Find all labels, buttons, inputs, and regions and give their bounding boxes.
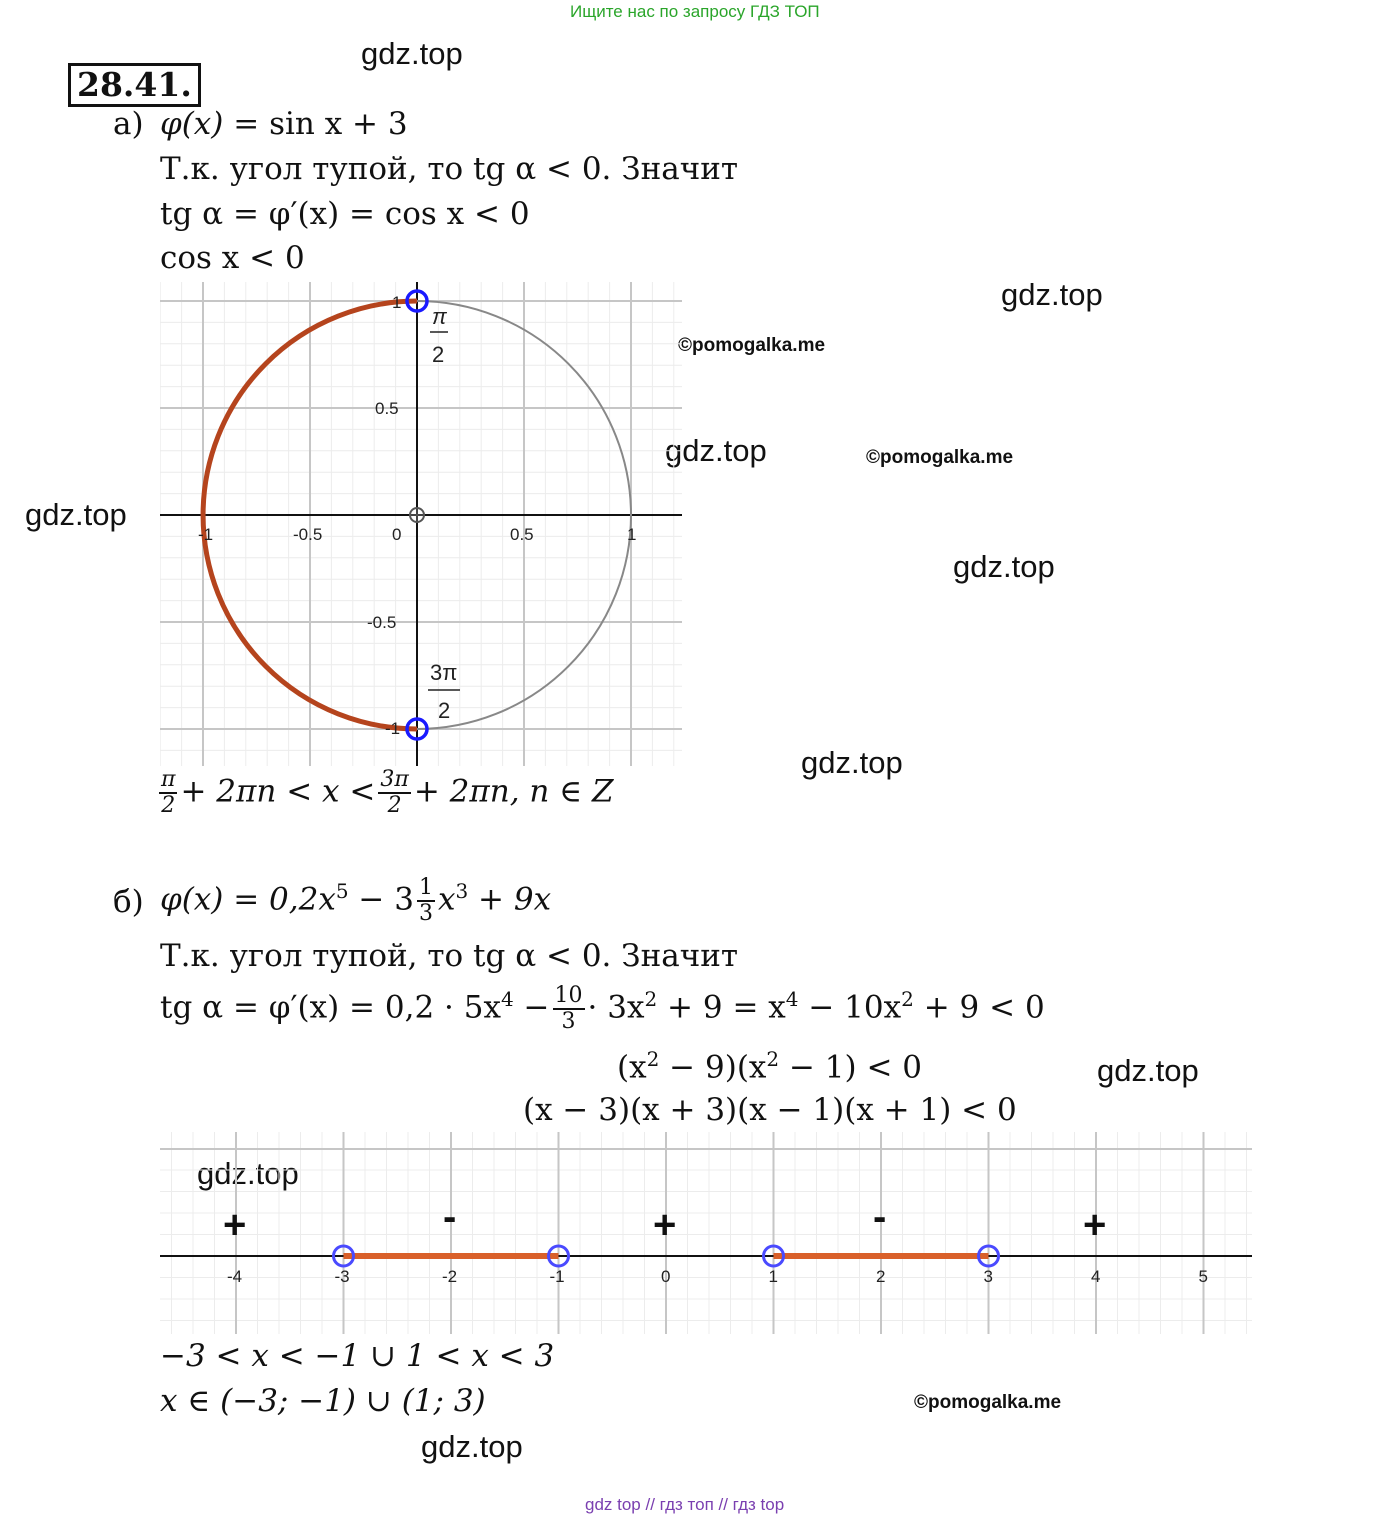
top-banner: Ищите нас по запросу ГДЗ ТОП bbox=[570, 2, 820, 21]
part-a-line3: tg α = φ′(x) = cos x < 0 bbox=[160, 196, 530, 232]
tick-label: 0 bbox=[661, 1267, 671, 1286]
part-b-label: б) bbox=[113, 884, 144, 920]
part-b-line3: tg $\alpha = \varphi'(x) = 0,2 \cdot 5x^4$ − $\frac{10}{3}$ · $3x^2 + 9 = x^4 - 10x^2 + 9 < 0$ bbox=[160, 983, 1045, 1034]
watermark-gdz: gdz.top bbox=[25, 497, 127, 532]
tick-label: -3 bbox=[334, 1267, 350, 1286]
watermark-gdz: gdz.top bbox=[801, 745, 903, 780]
tick-label: -1 bbox=[549, 1267, 565, 1286]
x-tick-label: 0 bbox=[392, 525, 402, 544]
watermark-gdz: gdz.top bbox=[1097, 1053, 1199, 1088]
watermark-pomogalka: ©pomogalka.me bbox=[866, 447, 1014, 468]
watermark-gdz: gdz.top bbox=[665, 433, 767, 468]
angle-label-bottom-den: 2 bbox=[438, 698, 451, 723]
answer-text: + 2πn, n ∈ Z bbox=[413, 773, 614, 810]
x-tick-label: -0.5 bbox=[293, 525, 323, 544]
watermark-gdz: gdz.top bbox=[197, 1156, 299, 1191]
problem-number: 28.41. bbox=[68, 63, 201, 107]
part-b-line5: (x − 3)(x + 3)(x − 1)(x + 1) < 0 bbox=[523, 1092, 1017, 1128]
sign-minus: - bbox=[873, 1195, 887, 1239]
part-a-function bbox=[160, 106, 408, 142]
answer-text: + 2πn < x < bbox=[180, 773, 376, 810]
y-tick-label: 0.5 bbox=[375, 399, 399, 418]
y-tick-label: 1 bbox=[392, 293, 402, 312]
tick-label: 4 bbox=[1091, 1267, 1101, 1286]
part-a-func-lhs: φ(x) bbox=[160, 106, 224, 142]
number-line-plot bbox=[160, 1132, 1252, 1334]
sign-plus: + bbox=[1083, 1203, 1107, 1247]
part-b-line4: $(x^2 - 9)(x^2 - 1) < 0$ bbox=[617, 1047, 923, 1086]
angle-label-top-num: π bbox=[432, 304, 447, 329]
plot-grid bbox=[160, 282, 682, 766]
answer-fraction: $\frac{\pi}{2}$ bbox=[161, 767, 176, 818]
watermark-gdz: gdz.top bbox=[953, 549, 1055, 584]
x-tick-label: 0.5 bbox=[510, 525, 534, 544]
watermark-pomogalka: ©pomogalka.me bbox=[914, 1392, 1062, 1413]
tick-label: 2 bbox=[876, 1267, 886, 1286]
plot-content bbox=[160, 282, 682, 766]
mixed-fraction: $\frac{1}{3}$ bbox=[418, 875, 433, 926]
part-a-line4: cos x < 0 bbox=[160, 240, 305, 276]
part-a-label: а) bbox=[113, 106, 144, 142]
part-b-function: $\varphi(x) = 0,2x^5 - 3$ $\frac{1}{3}$ $x^3 + 9x$ bbox=[160, 875, 552, 926]
part-b-answer1: −3 < x < −1 ∪ 1 < x < 3 bbox=[160, 1338, 555, 1374]
x-tick-label: 1 bbox=[627, 525, 637, 544]
tick-label: -2 bbox=[442, 1267, 458, 1286]
tick-label: 3 bbox=[983, 1267, 993, 1286]
sign-plus: + bbox=[223, 1203, 247, 1247]
watermark-gdz: gdz.top bbox=[421, 1429, 523, 1464]
footer-links: gdz top // гдз топ // гдз top bbox=[585, 1495, 785, 1514]
y-tick-label: -0.5 bbox=[367, 613, 397, 632]
sign-minus: - bbox=[443, 1195, 457, 1239]
tick-label: 5 bbox=[1198, 1267, 1208, 1286]
tick-label: 1 bbox=[768, 1267, 778, 1286]
sign-plus: + bbox=[653, 1203, 677, 1247]
part-a-line2: Т.к. угол тупой, то tg α < 0. Значит bbox=[160, 151, 739, 187]
angle-label-top-den: 2 bbox=[432, 342, 445, 367]
watermark-gdz: gdz.top bbox=[1001, 277, 1103, 312]
answer-fraction: $\frac{3\pi}{2}$ bbox=[380, 767, 409, 818]
part-b-line2: Т.к. угол тупой, то tg α < 0. Значит bbox=[160, 938, 739, 974]
tick-label: -4 bbox=[227, 1267, 243, 1286]
part-a-func-rhs: = sin x + 3 bbox=[223, 106, 408, 142]
plot-content bbox=[160, 1195, 1252, 1286]
watermark-gdz: gdz.top bbox=[361, 36, 463, 71]
x-tick-label: -1 bbox=[198, 525, 214, 544]
unit-circle-plot bbox=[160, 282, 682, 766]
part-b-answer2: x ∈ (−3; −1) ∪ (1; 3) bbox=[160, 1383, 486, 1419]
angle-label-bottom-num: 3π bbox=[430, 660, 458, 685]
watermark-pomogalka: ©pomogalka.me bbox=[678, 335, 826, 356]
part-a-answer bbox=[156, 768, 614, 818]
y-tick-label: -1 bbox=[385, 719, 401, 738]
fraction: $\frac{10}{3}$ bbox=[554, 983, 583, 1034]
